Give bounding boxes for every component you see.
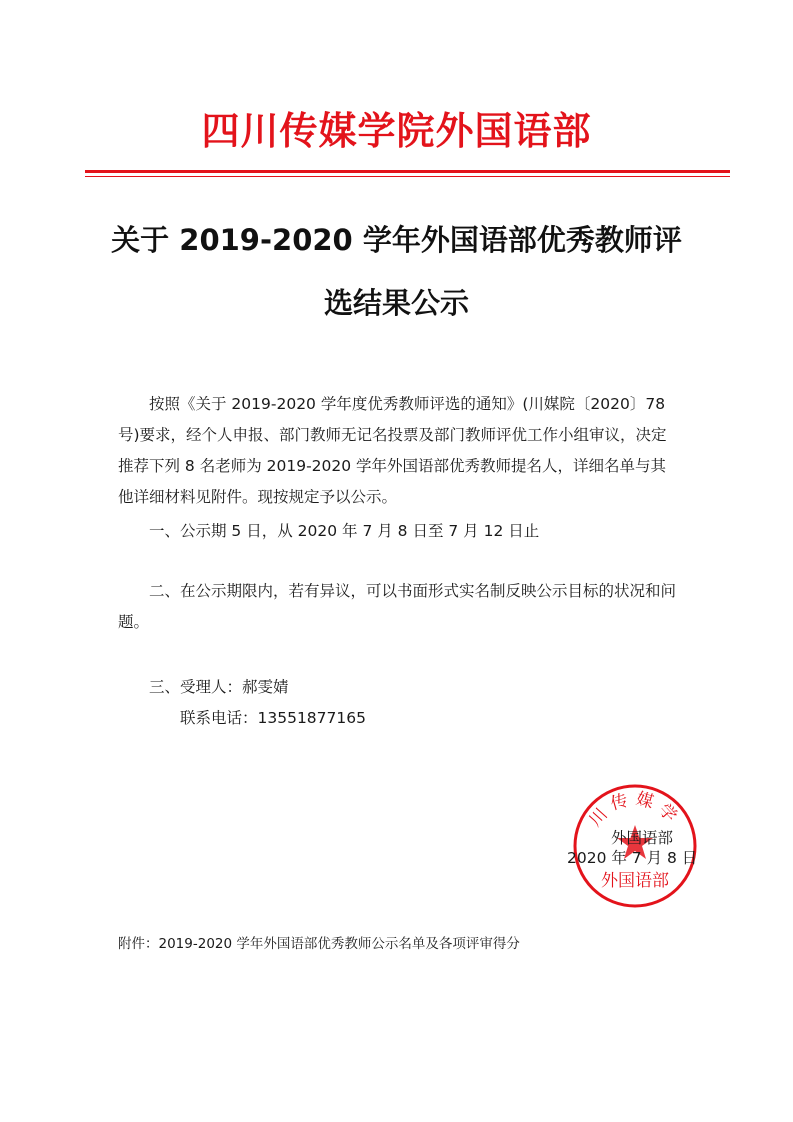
body-intro bbox=[118, 389, 678, 513]
org-title: 四川传媒学院外国语部 bbox=[201, 108, 592, 153]
item-3: 三、受理人：郝雯婧 bbox=[149, 678, 289, 696]
document-title-line2: 选结果公示 bbox=[323, 286, 469, 320]
signature-dept: 外国语部 bbox=[611, 829, 674, 847]
seal-top-text: 川传媒学 bbox=[585, 789, 685, 831]
red-divider bbox=[85, 170, 730, 173]
document-title-line1: 关于 2019-2020 学年外国语部优秀教师评 bbox=[111, 223, 682, 257]
signature-date: 2020 年 7 月 8 日 bbox=[567, 849, 698, 867]
seal-bottom-text: 外国语部 bbox=[601, 871, 669, 891]
intro-paragraph: 按照《关于 2019-2020 学年度优秀教师评选的通知》(川媒院〔2020〕78 号)要求，经个人申报、部门教师无记名投票及部门教师评优工作小组审议，决定推荐下列 8 名老师为 2019-2020 学年外国语部优秀教师提名人，详细名单与其他详细材料见附件。现按规定予以公示。 bbox=[118, 395, 667, 506]
red-divider-thin bbox=[85, 176, 730, 177]
item-2 bbox=[118, 576, 678, 638]
item-1: 一、公示期 5 日，从 2020 年 7 月 8 日至 7 月 12 日止 bbox=[149, 522, 540, 540]
contact-phone: 联系电话：13551877165 bbox=[180, 709, 366, 727]
attachment-note: 附件：2019-2020 学年外国语部优秀教师公示名单及各项评审得分 bbox=[118, 936, 520, 952]
item-2-paragraph: 二、在公示期限内，若有异议，可以书面形式实名制反映公示目标的状况和问题。 bbox=[118, 582, 677, 631]
